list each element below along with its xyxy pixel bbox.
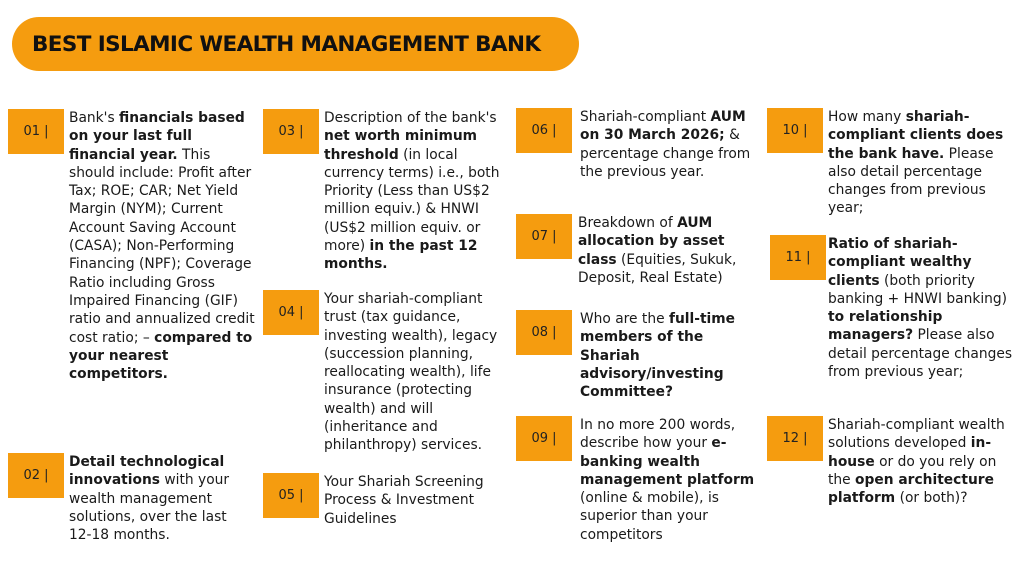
criterion-text: [324, 473, 506, 528]
body-text: Shariah-compliant wealth solutions developed: [828, 417, 1005, 452]
emphasis-text: compared to your nearest competitors.: [69, 329, 253, 383]
emphasis-text: in the past 12 months.: [324, 238, 478, 273]
criterion-number: 05 |: [263, 473, 319, 518]
body-text: (online & mobile), is superior than your competitors: [580, 490, 719, 543]
emphasis-text: net worth minimum threshold: [324, 128, 478, 163]
emphasis-text: open architecture platform: [828, 471, 994, 507]
criterion-number: 09 |: [516, 416, 572, 461]
emphasis-text: to relationship managers?: [828, 309, 943, 344]
criterion-text: [580, 416, 756, 544]
criterion-text: [580, 310, 756, 401]
body-text: (Equities, Sukuk, Deposit, Real Estate): [578, 251, 737, 286]
emphasis-text: shariah-compliant clients does the bank have.: [828, 109, 1004, 162]
body-text: In no more 200 words, describe how your: [580, 417, 736, 452]
criterion-number: 10 |: [767, 108, 823, 153]
criterion-text: [69, 109, 259, 383]
criterion-number: 12 |: [767, 416, 823, 461]
criterion-number: 03 |: [263, 109, 319, 154]
criterion-number: 04 |: [263, 290, 319, 335]
body-text: This should include: Profit after Tax; ROE; CAR; Net Yield Margin (NYM); Current Account Saving Account (CASA); Non-Performing Financing (NPF); Coverage Ratio including Gross Impaired Financing (GIF) ratio and annualized credit cost ratio; –: [69, 146, 255, 346]
body-text: Breakdown of: [578, 215, 678, 231]
emphasis-text: AUM on 30 March 2026;: [580, 109, 746, 144]
body-text: & percentage change from the previous year.: [580, 127, 751, 180]
emphasis-text: AUM allocation by asset class: [578, 215, 725, 268]
criterion-number: 11 |: [770, 235, 826, 280]
body-text: Bank's: [69, 110, 120, 126]
criterion-number: 02 |: [8, 453, 64, 498]
emphasis-text: full-time members of the Shariah advisory/investing Committee?: [580, 311, 736, 401]
criterion-number: 01 |: [8, 109, 64, 154]
body-text: Who are the: [580, 311, 669, 327]
body-text: Please also detail percentage changes from previous year;: [828, 145, 994, 217]
emphasis-text: Ratio of shariah-compliant wealthy clients: [828, 236, 972, 289]
body-text: Your shariah-compliant trust (tax guidance, investing wealth), legacy (succession planning, reallocating wealth), life insurance (protecting wealth) and will (inheritance and philanthropy) services.: [324, 291, 498, 454]
title-banner: [12, 17, 579, 71]
criterion-text: [828, 235, 1018, 381]
criterion-text: [324, 109, 504, 274]
body-text: or do you rely on the: [828, 453, 997, 488]
emphasis-text: e-banking wealth management platform: [580, 435, 755, 488]
emphasis-text: in-house: [828, 435, 992, 470]
body-text: (or both)?: [895, 490, 968, 507]
criterion-number: 08 |: [516, 310, 572, 355]
criterion-text: [828, 416, 1016, 507]
criterion-number: 07 |: [516, 214, 572, 259]
body-text: with your wealth management solutions, over the last 12-18 months.: [69, 472, 230, 544]
emphasis-text: Detail technological innovations: [69, 454, 225, 489]
body-text: Please also detail percentage changes from previous year;: [828, 327, 1013, 381]
page-title: BEST ISLAMIC WEALTH MANAGEMENT BANK: [32, 31, 541, 57]
body-text: (both priority banking + HNWI banking): [828, 272, 1008, 307]
criterion-text: [324, 290, 506, 455]
body-text: How many: [828, 109, 906, 125]
criterion-number: 06 |: [516, 108, 572, 153]
body-text: Your Shariah Screening Process & Investment Guidelines: [324, 474, 484, 527]
criterion-text: [580, 108, 756, 181]
emphasis-text: financials based on your last full financial year.: [69, 110, 245, 163]
criterion-text: [578, 214, 756, 287]
criterion-text: [69, 453, 247, 544]
body-text: Description of the bank's: [324, 110, 497, 126]
body-text: Shariah-compliant: [580, 109, 711, 125]
criterion-text: [828, 108, 1018, 218]
body-text: (in local currency terms) i.e., both Priority (Less than US$2 million equiv.) & HNWI (US$2 million equiv. or more): [324, 146, 500, 255]
